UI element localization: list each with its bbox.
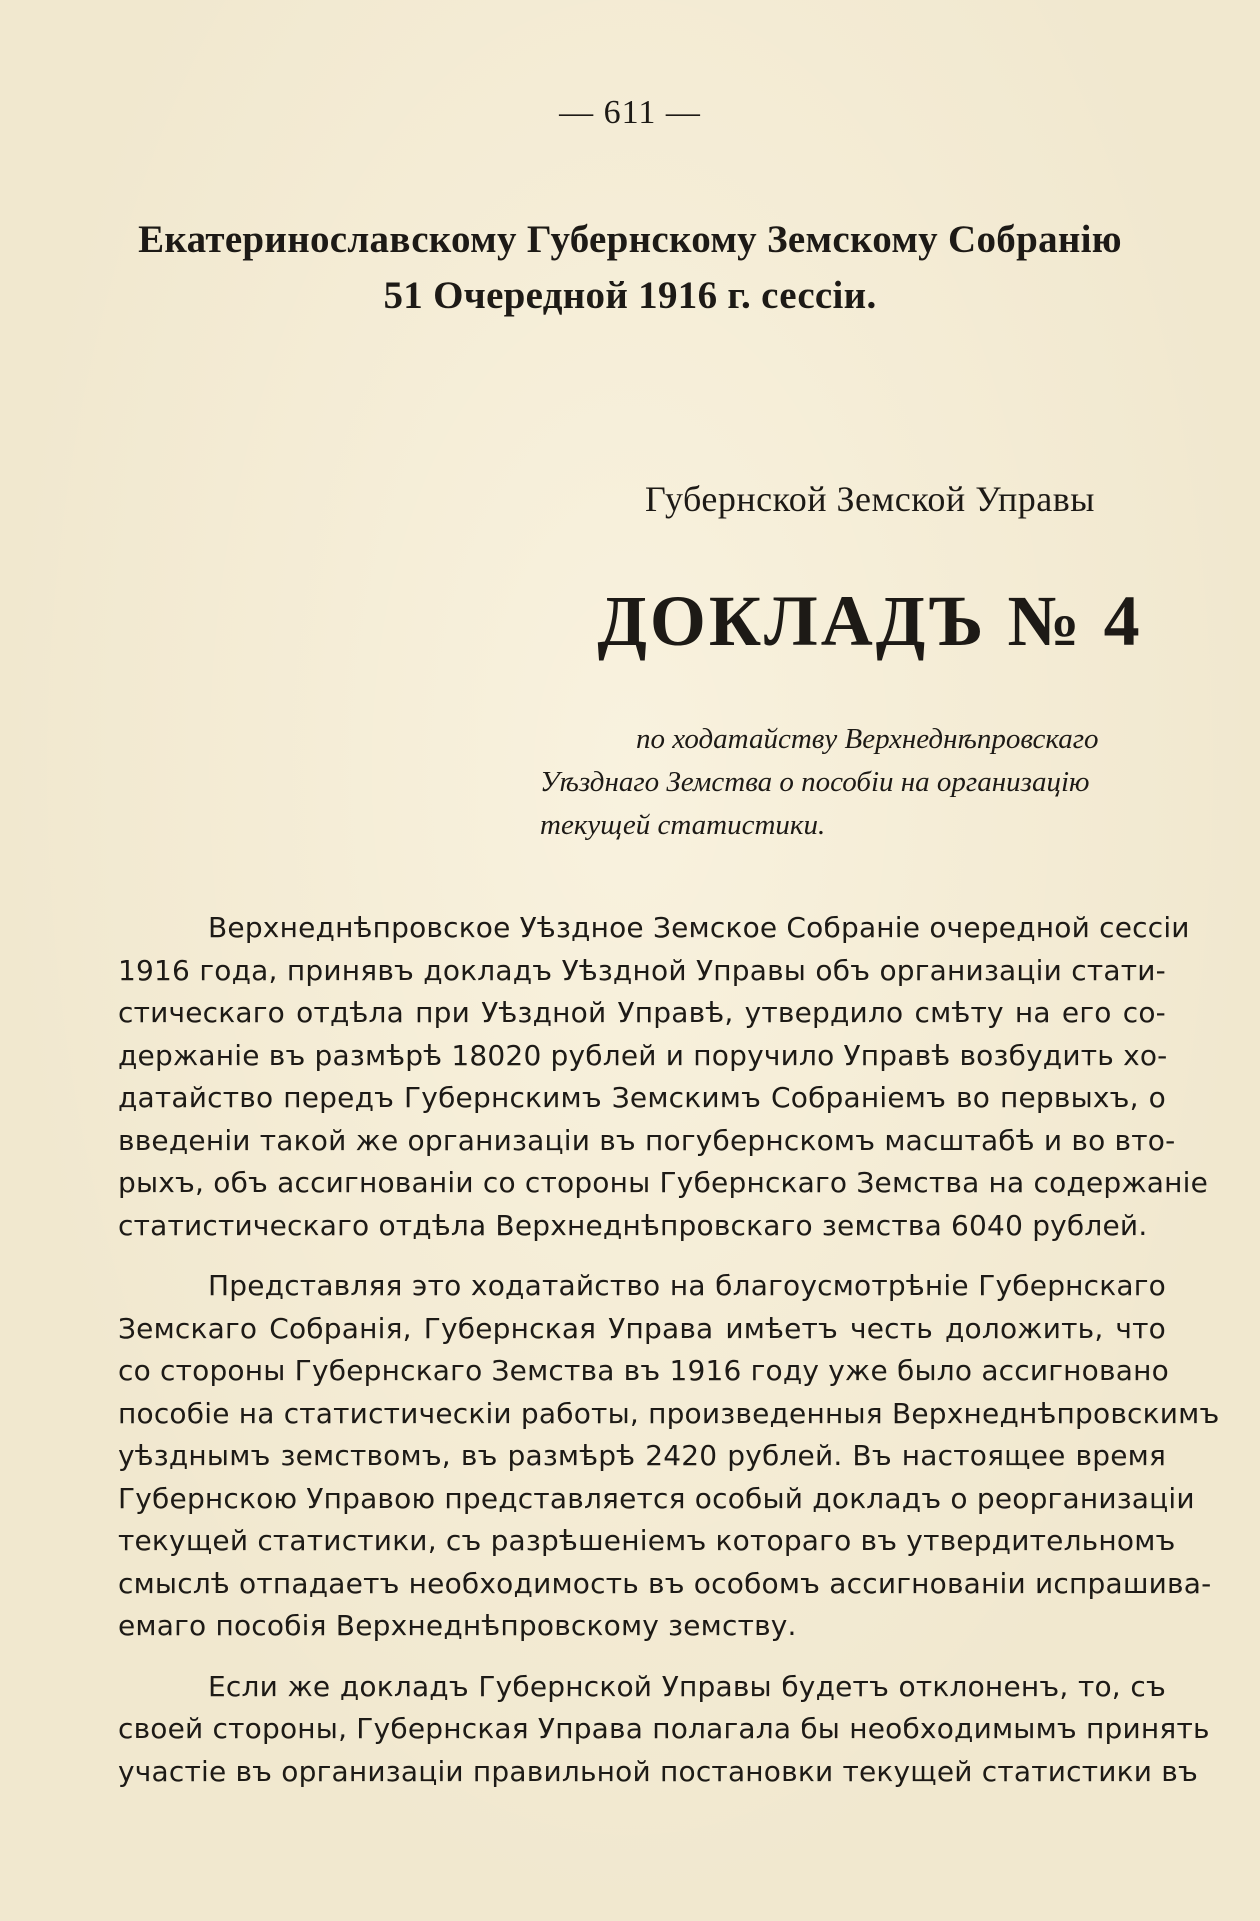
- text-line: статистическаго отдѣла Верхнеднѣпровскаго земства 6040 рублей.: [118, 1208, 1148, 1242]
- text-line: участіе въ организаціи правильной постановки текущей статистики въ: [118, 1754, 1198, 1788]
- addressee-heading: [60, 212, 1200, 324]
- text-line: 1916 года, принявъ докладъ Уѣздной Управы объ организаціи стати-: [118, 953, 1166, 987]
- text-line: датайство передъ Губернскимъ Земскимъ Собраніемъ во первыхъ, о: [118, 1081, 1166, 1114]
- subject-line: Уѣзднаго Земства о пособіи на организацію: [540, 766, 1090, 798]
- text-line: рыхъ, объ ассигнованіи со стороны Губернскаго Земства на содержаніе: [118, 1166, 1209, 1199]
- text-line: текущей статистики, съ разрѣшеніемъ котораго въ утвердительномъ: [118, 1524, 1176, 1557]
- text-line: Представляя это ходатайство на благоусмотрѣніе Губернскаго: [208, 1269, 1166, 1302]
- paragraph-2: [118, 1265, 1220, 1648]
- text-line: Если же докладъ Губернской Управы будетъ отклоненъ, то, съ: [208, 1669, 1166, 1703]
- text-line: держаніе въ размѣрѣ 18020 рублей и поручило Управѣ возбудить хо-: [118, 1038, 1168, 1072]
- report-title: ДОКЛАДЪ № 4: [597, 581, 1143, 661]
- text-line: своей стороны, Губернская Управа полагала бы необходимымъ принять: [118, 1712, 1210, 1745]
- text-line: стическаго отдѣла при Уѣздной Управѣ, утвердило смѣту на его со-: [118, 996, 1166, 1029]
- text-line: Земскаго Собранія, Губернская Управа имѣетъ честь доложить, что: [118, 1311, 1166, 1345]
- report-subject: [540, 718, 1170, 847]
- subject-line: по ходатайству Верхнеднѣпровскаго: [636, 723, 1099, 755]
- text-line: введеніи такой же организаціи въ погубернскомъ масштабѣ и во вто-: [118, 1123, 1176, 1157]
- paragraph-3: [118, 1666, 1210, 1794]
- paragraph-1: [118, 907, 1209, 1247]
- page-number: — 611 —: [559, 94, 701, 131]
- text-line: емаго пособія Верхнеднѣпровскому земству.: [118, 1609, 797, 1642]
- report-body: [118, 907, 1220, 1811]
- subject-line: текущей статистики.: [540, 809, 826, 841]
- text-line: Верхнеднѣпровское Уѣздное Земское Собраніе очередной сессіи: [208, 911, 1190, 944]
- text-line: Губернскою Управою представляется особый докладъ о реорганизаціи: [118, 1481, 1195, 1515]
- text-line: уѣзднымъ земствомъ, въ размѣрѣ 2420 рублей. Въ настоящее время: [118, 1439, 1166, 1472]
- text-line: со стороны Губернскаго Земства въ 1916 году уже было ассигновано: [118, 1354, 1169, 1387]
- text-line: смыслѣ отпадаетъ необходимость въ особомъ ассигнованіи испрашива-: [118, 1566, 1212, 1600]
- addressee-line-2: 51 Очередной 1916 г. сессіи.: [383, 274, 877, 317]
- text-line: пособіе на статистическіи работы, произведенныя Верхнеднѣпровскимъ: [118, 1396, 1220, 1430]
- addressee-line-1: Екатеринославскому Губернскому Земскому Собранію: [138, 218, 1122, 261]
- issuer-line: Губернской Земской Управы: [645, 479, 1095, 519]
